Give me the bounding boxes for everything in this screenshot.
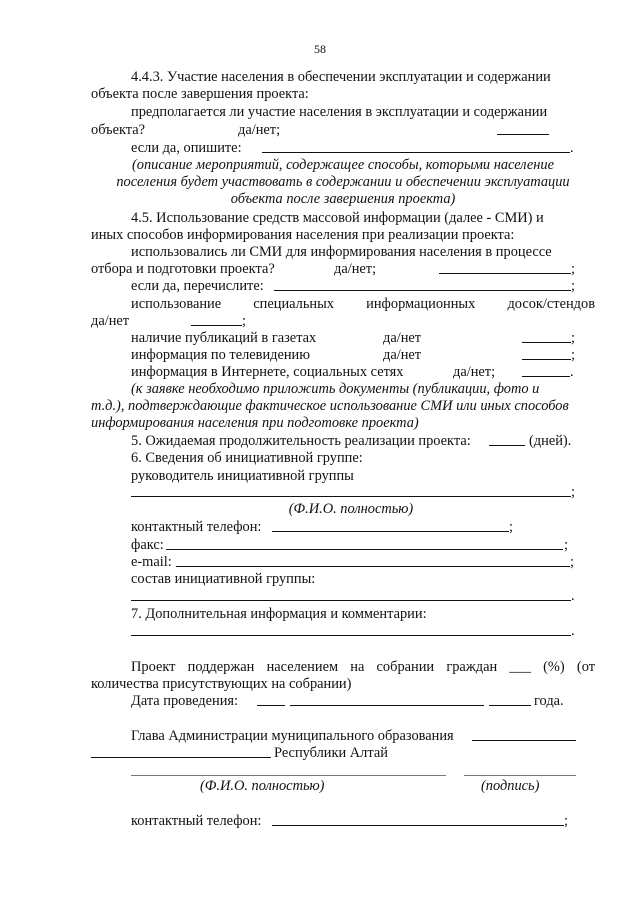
- section-4-4-3-hint-line3: объекта после завершения проекта): [230, 191, 456, 207]
- meeting-day-field[interactable]: [257, 705, 285, 706]
- members-end: .: [571, 588, 575, 604]
- section-4-4-3-describe-field[interactable]: [262, 152, 570, 153]
- leader-fio-caption: (Ф.И.О. полностью): [288, 501, 414, 517]
- head-signature-field[interactable]: [464, 775, 576, 776]
- duration-suffix: (дней).: [529, 433, 572, 449]
- head-fio-caption: (Ф.И.О. полностью): [200, 778, 325, 794]
- members-label: состав инициативной группы:: [131, 571, 316, 587]
- television-field[interactable]: [522, 359, 571, 360]
- duration-field[interactable]: [489, 445, 525, 446]
- leader-label: руководитель инициативной группы: [131, 468, 354, 484]
- section-4-4-3-hint-line1: (описание мероприятий, содержащее способы, которыми население: [132, 157, 554, 173]
- phone-field[interactable]: [272, 531, 509, 532]
- section-4-5-question-line2: отбора и подготовки проекта?: [91, 261, 275, 277]
- newspapers-label: наличие публикаций в газетах: [131, 330, 317, 346]
- section-4-5-list-field[interactable]: [274, 290, 571, 291]
- newspapers-field[interactable]: [522, 342, 571, 343]
- phone-label: контактный телефон:: [131, 519, 262, 535]
- newspapers-yes-no: да/нет: [383, 330, 422, 346]
- members-field[interactable]: [131, 600, 571, 601]
- section-4-4-3-yes-no-field[interactable]: [497, 134, 549, 135]
- section-4-4-3-title-line2: объекта после завершения проекта:: [91, 86, 309, 102]
- internet-end: .: [570, 364, 574, 380]
- meeting-year-field[interactable]: [489, 705, 531, 706]
- section-4-4-3-describe-end: .: [570, 140, 574, 156]
- smi-note-line2: т.д.), подтверждающие фактическое использование СМИ или иных способов: [91, 398, 569, 414]
- section-4-5-title-line1: 4.5. Использование средств массовой информации (далее - СМИ) и: [131, 210, 544, 226]
- email-semicolon: ;: [570, 554, 574, 570]
- television-semicolon: ;: [571, 347, 575, 363]
- info-boards-semicolon: ;: [242, 313, 246, 329]
- info-boards-field[interactable]: [191, 325, 242, 326]
- support-line2: количества присутствующих на собрании): [91, 676, 352, 692]
- section-4-4-3-hint-line2: поселения будет участвовать в содержании и обеспечении эксплуатации: [116, 174, 570, 190]
- phone-semicolon: ;: [509, 519, 513, 535]
- meeting-month-field[interactable]: [290, 705, 484, 706]
- comments-end: .: [571, 623, 575, 639]
- internet-label: информация в Интернете, социальных сетях: [131, 364, 404, 380]
- section-4-4-3-yes-no: да/нет;: [238, 122, 281, 138]
- television-yes-no: да/нет: [383, 347, 422, 363]
- television-label: информация по телевидению: [131, 347, 311, 363]
- internet-field[interactable]: [522, 376, 570, 377]
- head-title-line1: Глава Администрации муниципального образования: [131, 728, 454, 744]
- section-4-5-smi-used-field[interactable]: [439, 273, 571, 274]
- meeting-date-label: Дата проведения:: [131, 693, 239, 709]
- section-4-5-semicolon: ;: [571, 261, 575, 277]
- section-4-5-question-line1: использовались ли СМИ для информирования населения в процессе: [131, 244, 552, 260]
- fax-semicolon: ;: [564, 537, 568, 553]
- fax-label: факс:: [131, 537, 164, 553]
- leader-semicolon: ;: [571, 484, 575, 500]
- newspapers-semicolon: ;: [571, 330, 575, 346]
- comments-field[interactable]: [131, 635, 571, 636]
- republic-prefix-field[interactable]: [91, 757, 271, 758]
- fax-field[interactable]: [166, 549, 563, 550]
- email-field[interactable]: [176, 566, 570, 567]
- head-title-line2: Республики Алтай: [274, 745, 388, 761]
- info-boards-line1: использование специальных информационных досок/стендов: [131, 296, 595, 312]
- municipality-field[interactable]: [472, 740, 576, 741]
- page-number: 58: [314, 42, 326, 56]
- email-label: e-mail:: [131, 554, 172, 570]
- section-6-title: 6. Сведения об инициативной группе:: [131, 450, 363, 466]
- head-fio-field[interactable]: [131, 775, 446, 776]
- head-signature-caption: (подпись): [481, 778, 540, 794]
- internet-yes-no: да/нет;: [453, 364, 496, 380]
- head-phone-label: контактный телефон:: [131, 813, 262, 829]
- head-phone-semicolon: ;: [564, 813, 568, 829]
- section-4-4-3-question-line1: предполагается ли участие населения в эксплуатации и содержании: [131, 104, 548, 120]
- section-4-5-list-semicolon: ;: [571, 278, 575, 294]
- section-4-4-3-title-line1: 4.4.3. Участие населения в обеспечении эксплуатации и содержании: [131, 69, 551, 85]
- smi-note-line3: информирования населения при подготовке проекта): [91, 415, 419, 431]
- leader-name-field[interactable]: [131, 496, 571, 497]
- section-4-5-yes-no: да/нет;: [334, 261, 377, 277]
- section-4-4-3-describe-label: если да, опишите:: [131, 140, 242, 156]
- support-line1: Проект поддержан населением на собрании граждан ___ (%) (от: [131, 659, 595, 675]
- duration-label: 5. Ожидаемая продолжительность реализации проекта:: [131, 433, 471, 449]
- section-4-4-3-question-line2: объекта?: [91, 122, 146, 138]
- smi-note-line1: (к заявке необходимо приложить документы (публикации, фото и: [131, 381, 540, 397]
- info-boards-yes-no: да/нет: [91, 313, 130, 329]
- head-phone-field[interactable]: [272, 825, 564, 826]
- section-7-title: 7. Дополнительная информация и комментарии:: [131, 606, 427, 622]
- meeting-year-suffix: года.: [534, 693, 564, 709]
- section-4-5-title-line2: иных способов информирования населения при реализации проекта:: [91, 227, 515, 243]
- support-percent-field[interactable]: ___: [509, 659, 531, 675]
- section-4-5-list-label: если да, перечислите:: [131, 278, 264, 294]
